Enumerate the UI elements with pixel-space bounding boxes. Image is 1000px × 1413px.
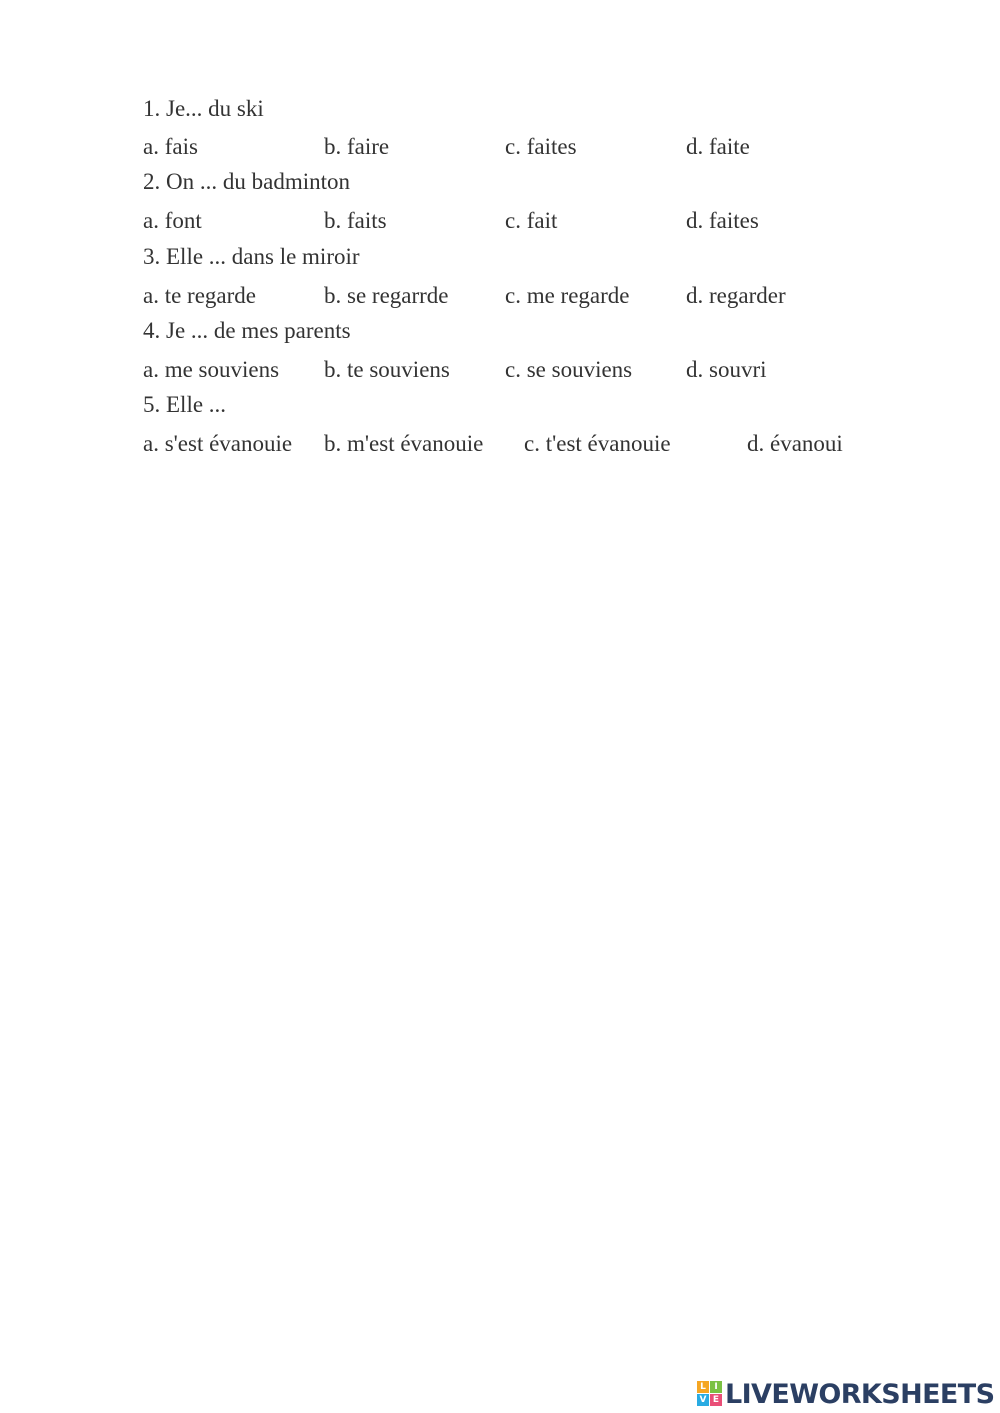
question-5-option-d: d. évanoui — [747, 431, 843, 456]
question-5-option-a: a. s'est évanouie — [143, 431, 293, 456]
question-4-option-c: c. se souviens — [505, 357, 633, 382]
question-3-prompt: 3. Elle ... dans le miroir — [143, 244, 360, 269]
question-3-option-c: c. me regarde — [505, 283, 630, 308]
logo-tile-i: I — [710, 1381, 722, 1393]
question-4-option-b: b. te souviens — [324, 357, 450, 382]
question-5-option-c: c. t'est évanouie — [524, 431, 671, 456]
question-1-prompt: 1. Je... du ski — [143, 96, 264, 121]
liveworksheets-logo — [697, 1378, 994, 1410]
question-4-option-d: d. souvri — [686, 357, 767, 382]
question-5-option-b: b. m'est évanouie — [324, 431, 484, 456]
logo-tile-e: E — [710, 1394, 722, 1406]
question-1-option-b: b. faire — [324, 134, 390, 159]
liveworksheets-logo-mark-icon — [697, 1381, 723, 1407]
question-2-option-c: c. fait — [505, 208, 558, 233]
question-2-option-a: a. font — [143, 208, 202, 233]
question-1-option-a: a. fais — [143, 134, 198, 159]
question-4-option-a: a. me souviens — [143, 357, 280, 382]
logo-tile-l: L — [697, 1381, 709, 1393]
question-5-prompt: 5. Elle ... — [143, 392, 227, 417]
question-2-prompt: 2. On ... du badminton — [143, 169, 350, 194]
liveworksheets-logo-text: LIVEWORKSHEETS — [725, 1378, 995, 1410]
question-2-option-b: b. faits — [324, 208, 387, 233]
question-3-option-b: b. se regarrde — [324, 283, 449, 308]
question-1-option-d: d. faite — [686, 134, 750, 159]
question-4-prompt: 4. Je ... de mes parents — [143, 318, 351, 343]
question-3-option-a: a. te regarde — [143, 283, 257, 308]
question-3-option-d: d. regarder — [686, 283, 786, 308]
logo-tile-v: V — [697, 1394, 709, 1406]
question-2-option-d: d. faites — [686, 208, 759, 233]
question-1-option-c: c. faites — [505, 134, 577, 159]
